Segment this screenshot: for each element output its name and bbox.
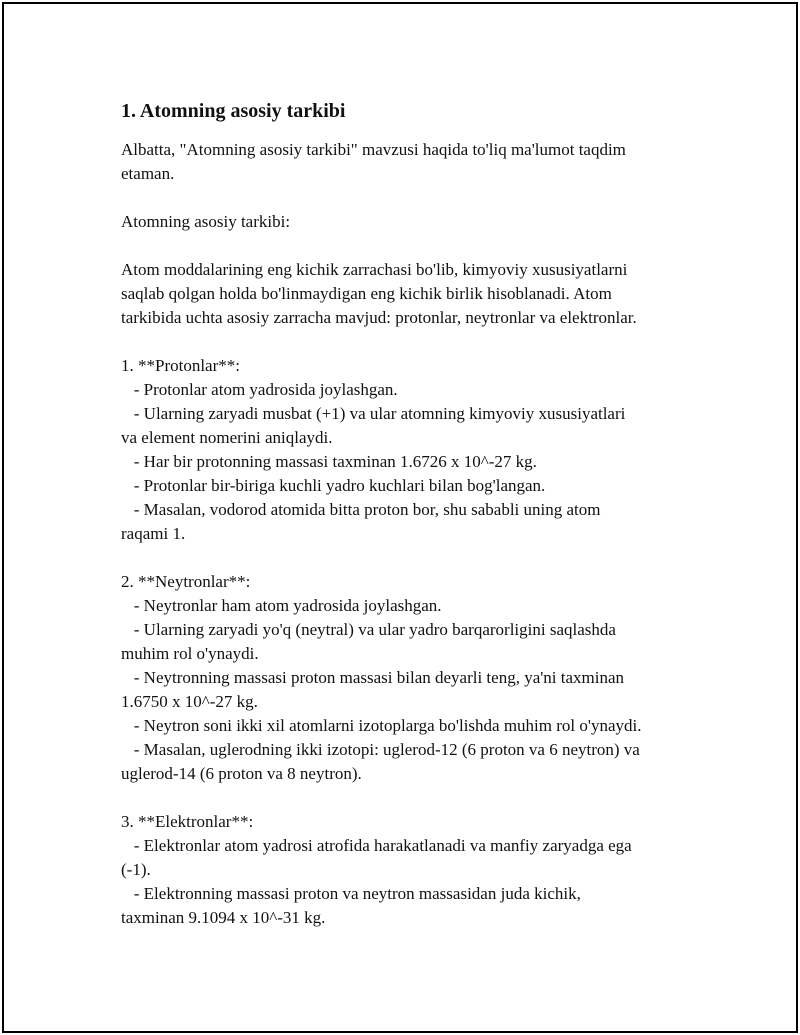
section-heading: 1. **Protonlar**: [121, 356, 240, 375]
section-heading: 3. **Elektronlar**: [121, 812, 254, 831]
list-item: - Masalan, vodorod atomida bitta proton bor, shu sababli uning atom raqami 1. [121, 500, 601, 543]
spacer [121, 186, 701, 210]
document-content [121, 96, 701, 930]
list-item: - Neytronlar ham atom yadrosida joylashgan. [121, 596, 442, 615]
overview-paragraph: Atom moddalarining eng kichik zarrachasi bo'lib, kimyoviy xususiyatlarni saqlab qolgan holda bo'linmaydigan eng kichik birlik hisoblanadi. Atom tarkibida uchta asosiy zarracha mavjud: protonlar, neytronlar va elektronlar. [121, 260, 637, 327]
section-electrons [121, 810, 701, 930]
section-heading: 2. **Neytronlar**: [121, 572, 251, 591]
list-item: - Neytron soni ikki xil atomlarni izotoplarga bo'lishda muhim rol o'ynaydi. [121, 716, 642, 735]
list-item: - Elektronlar atom yadrosi atrofida harakatlanadi va manfiy zaryadga ega (-1). [121, 836, 632, 879]
spacer [121, 234, 701, 258]
section-protons [121, 354, 701, 546]
spacer [121, 546, 701, 570]
list-item: - Har bir protonning massasi taxminan 1.6726 x 10^-27 kg. [121, 452, 537, 471]
spacer [121, 786, 701, 810]
subheading: Atomning asosiy tarkibi: [121, 212, 291, 231]
list-item: - Ularning zaryadi yo'q (neytral) va ular yadro barqarorligini saqlashda muhim rol o'ynaydi. [121, 620, 616, 663]
list-item: - Elektronning massasi proton va neytron massasidan juda kichik, taxminan 9.1094 x 10^-31 kg. [121, 884, 581, 927]
intro-paragraph: Albatta, "Atomning asosiy tarkibi" mavzusi haqida to'liq ma'lumot taqdim etaman. [121, 140, 626, 183]
list-item: - Ularning zaryadi musbat (+1) va ular atomning kimyoviy xususiyatlari va element nomerini aniqlaydi. [121, 404, 626, 447]
spacer [121, 330, 701, 354]
list-item: - Masalan, uglerodning ikki izotopi: uglerod-12 (6 proton va 6 neytron) va uglerod-14 (6 proton va 8 neytron). [121, 740, 640, 783]
list-item: - Neytronning massasi proton massasi bilan deyarli teng, ya'ni taxminan 1.6750 x 10^-27 kg. [121, 668, 625, 711]
section-neutrons [121, 570, 701, 786]
document-title: 1. Atomning asosiy tarkibi [121, 100, 346, 122]
page-frame [2, 2, 798, 1033]
list-item: - Protonlar atom yadrosida joylashgan. [121, 380, 398, 399]
list-item: - Protonlar bir-biriga kuchli yadro kuchlari bilan bog'langan. [121, 476, 546, 495]
